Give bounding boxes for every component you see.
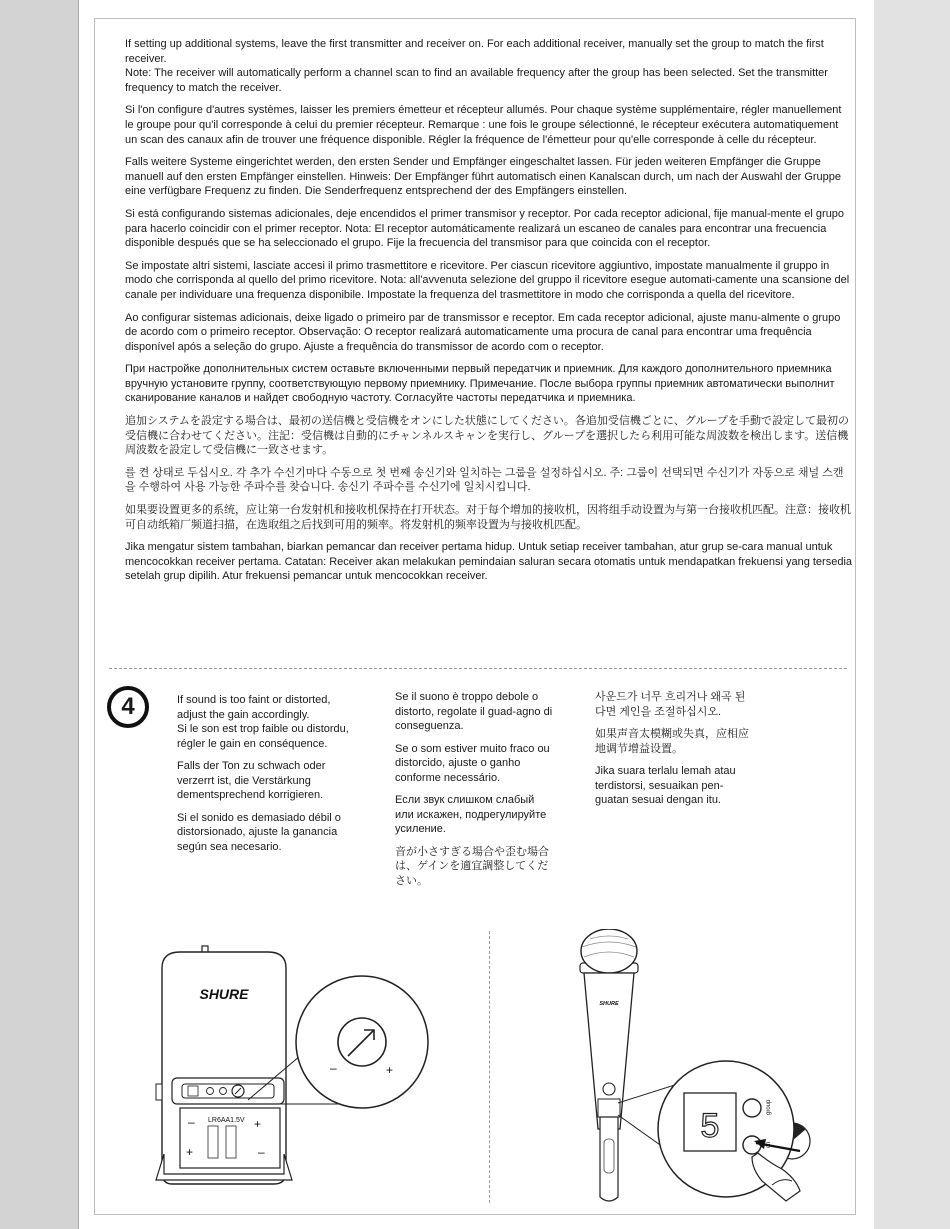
battery-minus-label-2: – — [258, 1145, 265, 1159]
instruction-fr: Si l'on configure d'autres systèmes, laisser les premiers émetteur et récepteur allumés. Pour chaque système supplémentaire, régler manuellement le groupe pour qu'il corresponde à celui du premier récepteur. Remarque : une fois le groupe sélectionné, le récepteur exécutera automatiquement un scan des canaux afin de trouver une fréquence disponible. Régler la fréquence de l'émetteur pour qu'elle corresponde à celle du récepteur. — [125, 104, 842, 146]
bodypack-transmitter-illustration — [150, 944, 440, 1214]
step4-pt: Se o som estiver muito fraco ou distorcido, ajuste o ganho conforme necessário. — [395, 742, 550, 784]
battery-plus-label: + — [254, 1117, 262, 1131]
step4-ru: Если звук слишком слабый или искажен, подрегулируйте усиление. — [395, 794, 547, 835]
mic-grille — [581, 929, 637, 973]
step4-en: If sound is too faint or distorted, adjust the gain accordingly. — [177, 694, 331, 721]
step4-zh: 如果声音太模糊或失真，应相应地调节增益设置。 — [595, 728, 749, 755]
step4-ja: 音が小さすぎる場合や歪む場合は、ゲインを適宜調整してください。 — [395, 845, 549, 887]
instruction-zh: 如果要设置更多的系统，应让第一台发射机和接收机保持在打开状态。对于每个增加的接收机，因将组手动设置为与第一台接收机匹配。注意：接收机可自动纸箱厂频道扫描，在选取组之后找到可用的频率。将发射机的频率设置为与接收机匹配。 — [125, 504, 851, 531]
display-digit: 5 — [700, 1107, 720, 1145]
instruction-es: Si está configurando sistemas adicionales, deje encendidos el primer transmisor y receptor. Por cada receptor adicional, fije manual-mente el grupo para hacerlo coincidir con el primer receptor. Nota: El receptor automáticamente realizará un escaneo de canales para encontrar una frecuencia disponible después que se ha seleccionado el grupo. Fije la frecuencia del transmisor para que coincida con el receptor. — [125, 207, 845, 250]
instruction-de: Falls weitere Systeme eingerichtet werden, den ersten Sender und Empfänger eingeschaltet lassen. Für jeden weiteren Empfänger die Gruppe manuell auf den ersten Empfänger einstellen. Hinweis: Der Empfänger führt automatisch einen Kanalscan durch, um nach der Auswahl der Gruppe eine verfügbare Frequenz zu finden. Die Senderfrequenz entsprechend der des Empfängers einstellen. — [125, 156, 842, 198]
step4-fr: Si le son est trop faible ou distordu, régler le gain en conséquence. — [177, 723, 349, 750]
handheld-microphone-illustration — [560, 929, 840, 1214]
instruction-id: Jika mengatur sistem tambahan, biarkan pemancar dan receiver pertama hidup. Untuk setiap receiver tambahan, atur grup se-cara manual untuk mencocokkan receiver pertama. Catatan: Receiver akan melakukan pemindaian saluran secara otomatis untuk mendapatkan frekuensi yang tersedia setelah grup dipilih. Atur frekuensi pemancar untuk mencocokkan receiver. — [125, 541, 853, 583]
illustration-divider — [489, 931, 490, 1203]
gain-minus-label: – — [330, 1061, 337, 1075]
instruction-pt: Ao configurar sistemas adicionais, deixe ligado o primeiro par de transmissor e receptor. Em cada receptor adicional, ajuste manu-almente o grupo de acordo com o primeiro receptor. Observação: O receptor realizará automaticamente uma procura de canal para encontrar uma frequência disponível após a seleção do grupo. Ajuste a frequência do transmissor de acordo com o receptor. — [125, 311, 841, 353]
instruction-ko: 를 켠 상태로 두십시오. 각 추가 수신기마다 수동으로 첫 번째 송신기와 일치하는 그룹을 설정하십시오. 주: 그룹이 선택되면 수신기가 자동으로 채널 스캔을 수행하여 사용 가능한 주파수를 찾습니다. 송신기 주파수를 수신기에 일치시킵니다. — [125, 466, 844, 494]
page-edge-strip — [874, 0, 950, 1229]
instruction-en: If setting up additional systems, leave the first transmitter and receiver on. For each additional receiver, manually set the group to match the first receiver. — [125, 38, 824, 65]
channel-button[interactable] — [743, 1136, 761, 1154]
battery-minus-label: – — [188, 1115, 195, 1129]
page-frame — [94, 18, 856, 1215]
instruction-en-note: Note: The receiver will automatically perform a channel scan to find an available frequency after the group has been selected. Set the transmitter frequency to match the receiver. — [125, 67, 828, 94]
section-divider — [109, 668, 847, 669]
step-number-badge: 4 — [107, 686, 149, 728]
step4-de: Falls der Ton zu schwach oder verzerrt ist, die Verstärkung dementsprechend korrigieren. — [177, 760, 326, 801]
step4-it: Se il suono è troppo debole o distorto, regolate il guad-agno di conseguenza. — [395, 691, 553, 732]
manual-page — [78, 0, 875, 1229]
power-button-icon — [603, 1083, 615, 1095]
instruction-ru: При настройке дополнительных систем оставьте включенными первый передатчик и приемник. Для каждого дополнительного приемника вручную установите группу, соответствующую первому приемнику. Примечание. После выбора группы приемник автоматически выполнит сканирование каналов и найдет свободную частоту. Согласуйте частоты передатчика и приемника. — [125, 363, 835, 405]
step4-column-3 — [595, 690, 755, 816]
step4-id: Jika suara terlalu lemah atau terdistorsi, sesuaikan pen-guatan sesuai dengan itu. — [595, 765, 736, 806]
group-button[interactable] — [743, 1099, 761, 1117]
battery-plus-label-2: + — [186, 1145, 194, 1159]
instruction-it: Se impostate altri sistemi, lasciate accesi il primo trasmettitore e ricevitore. Per ciascun ricevitore aggiuntivo, impostate manualmente il gruppo in modo che corrisponda al quello del primo ricevitore. Nota: all'avvenuta selezione del gruppo il ricevitore esegue automati-camente una scansione del canale per individuare una frequenza disponibile. Impostate la frequenza del trasmettitore in modo che corrisponda a quella del ricevitore. — [125, 259, 850, 301]
step4-column-1 — [177, 693, 349, 862]
battery-label: LR6AA1.5V — [208, 1117, 245, 1124]
mic-shure-logo: SHURE — [599, 1001, 619, 1007]
instruction-ja: 追加システムを設定する場合は、最初の送信機と受信機をオンにした状態にしてください。各追加受信機ごとに、グループを手動で設定して最初の受信機に合わせてください。注記：受信機は自動的にチャンネルスキャンを実行し、グループを選択したら利用可能な周波数を検出します。送信機周波数を設定して受信機に一致させます。 — [125, 415, 850, 457]
step4-ko: 사운드가 너무 흐리거나 왜곡 된다면 게인을 조절하십시오. — [595, 691, 746, 718]
gain-plus-label: + — [386, 1063, 394, 1077]
shure-logo: SHURE — [199, 986, 249, 1002]
step4-es: Si el sonido es demasiado débil o distorsionado, ajuste la ganancia según sea necesario. — [177, 811, 341, 853]
step4-column-2 — [395, 690, 555, 896]
multilingual-instructions — [125, 37, 853, 592]
group-label: group — [766, 1099, 772, 1115]
